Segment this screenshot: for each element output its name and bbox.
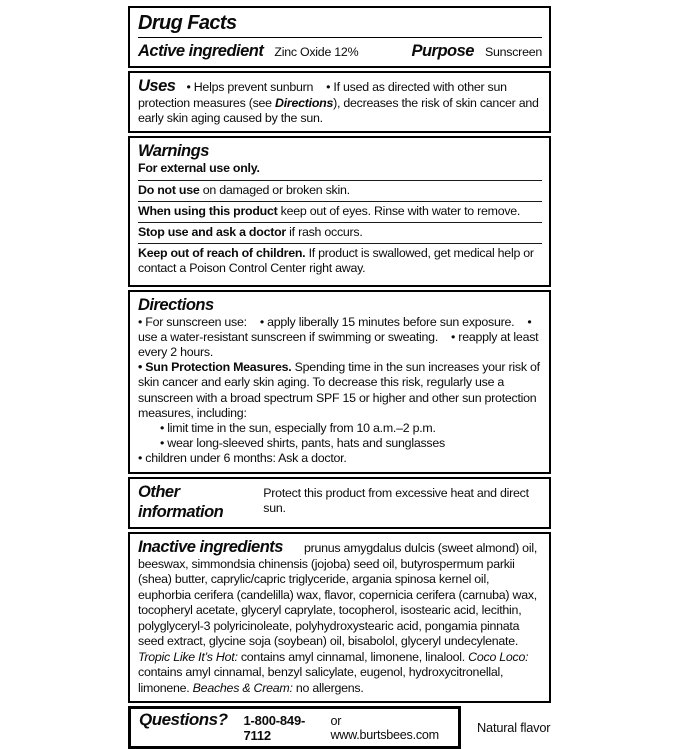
sun-protection-lead: • Sun Protection Measures. [138, 360, 292, 375]
warning-row [138, 161, 542, 179]
directions-bullet: • apply liberally 15 minutes before sun exposure. [259, 314, 515, 329]
uses-bullet-1: • Helps prevent sunburn [186, 80, 314, 94]
scent-ingredients: contains amyl cinnamal, benzyl salicylate, eugenol, hydroxycitronellal, limonene. [138, 665, 504, 695]
directions-bullet: • For sunscreen use: [138, 314, 247, 329]
warning-rest: on damaged or broken skin. [199, 182, 350, 197]
header-section [128, 6, 551, 68]
warnings-section [128, 136, 551, 286]
scent-ingredients: no allergens. [292, 680, 364, 695]
other-information-heading: Other information [138, 482, 224, 521]
warning-bold: Do not use [138, 182, 200, 197]
uses-heading: Uses [138, 77, 176, 95]
warning-row [138, 243, 542, 279]
directions-bullet: • reapply at least every 2 hours. [138, 329, 539, 360]
scent-name: Coco Loco: [468, 649, 529, 664]
warning-rest: keep out of eyes. Rinse with water to remove. [277, 203, 521, 218]
warning-row [138, 222, 542, 243]
directions-children-note: • children under 6 months: Ask a doctor. [138, 451, 347, 466]
warning-bold: When using this product [138, 203, 278, 218]
active-ingredient-heading: Active ingredient [138, 42, 264, 60]
uses-directions-ref: Directions [275, 96, 334, 110]
purpose-value: Sunscreen [485, 45, 542, 59]
directions-bullet: • use a water-resistant sunscreen if swimming or sweating. [138, 314, 532, 344]
directions-section [128, 290, 551, 474]
purpose-group [411, 41, 542, 61]
drug-facts-label [128, 6, 551, 749]
scent-ingredients: contains amyl cinnamal, limonene, linalool. [237, 649, 469, 664]
sun-protection-sub-bullet: • wear long-sleeved shirts, pants, hats and sunglasses [160, 436, 445, 451]
uses-paragraph [138, 76, 542, 126]
title-divider [138, 37, 542, 38]
sun-protection-paragraph [138, 360, 542, 421]
drug-facts-title: Drug Facts [138, 12, 237, 34]
active-ingredient-row [138, 41, 542, 61]
warning-bold: For external use only. [138, 161, 260, 176]
other-information-text: Protect this product from excessive heat and direct sun. [263, 485, 529, 515]
questions-row [128, 706, 551, 749]
inactive-ingredients-paragraph [138, 537, 542, 697]
warning-bold: Stop use and ask a doctor [138, 225, 286, 240]
uses-section [128, 71, 551, 133]
scent-name: Beaches & Cream: [192, 680, 293, 695]
uses-bullet-2: • If used as directed with other sun protection measures (see [138, 80, 507, 110]
warning-rest: if rash occurs. [285, 225, 363, 240]
questions-phone: 1-800-849-7112 [243, 713, 306, 744]
warning-row [138, 201, 542, 222]
active-ingredient-value: Zinc Oxide 12% [274, 45, 359, 59]
other-information-row [138, 482, 542, 522]
scent-name: Tropic Like It’s Hot: [138, 649, 238, 664]
natural-flavor-note: Natural flavor [477, 720, 551, 736]
warning-rest: If product is swallowed, get medical help or contact a Poison Control Center right away. [138, 246, 534, 276]
inactive-ingredients-heading: Inactive ingredients [138, 537, 283, 556]
warning-bold: Keep out of reach of children. [138, 246, 306, 261]
inactive-ingredients-section [128, 532, 551, 704]
warnings-heading: Warnings [138, 142, 209, 161]
inactive-ingredients-list: prunus amygdalus dulcis (sweet almond) oil, beeswax, simmondsia chinensis (jojoba) seed oil, butyrospermum parkii (shea) butter, caprylic/capric triglyceride, argania spinosa kernel oil, euphorbia cerifera (candelilla) wax, flavor, copernicia cerifera (carnuba) wax, tocopheryl acetate, glyceryl caprylate, tocopherol, isostearic acid, lecithin, polyglyceryl-3 polyricinoleate, polyhydroxystearic acid, pongamia pinnata seed extract, glycine soja (soybean) oil, bisabolol, glyceryl undecylenate. [138, 540, 538, 649]
sun-protection-sub-bullet: • limit time in the sun, especially from 10 a.m.–2 p.m. [160, 421, 436, 436]
other-information-section [128, 477, 551, 529]
directions-usage-paragraph [138, 315, 542, 361]
questions-section [128, 706, 461, 749]
questions-website: or www.burtsbees.com [330, 714, 439, 743]
sun-protection-text: Spending time in the sun increases your risk of skin cancer and early skin aging. To decrease this risk, regularly use a sunscreen with a broad spectrum SPF 15 or higher and other sun protection measures, including: [138, 360, 540, 420]
active-ingredient-group [138, 41, 358, 61]
warning-row [138, 180, 542, 201]
questions-heading: Questions? [139, 710, 228, 730]
directions-heading: Directions [138, 295, 214, 314]
purpose-heading: Purpose [411, 42, 474, 60]
uses-bullet-2-end: ), decreases the risk of skin cancer and early skin aging caused by the sun. [138, 96, 539, 126]
